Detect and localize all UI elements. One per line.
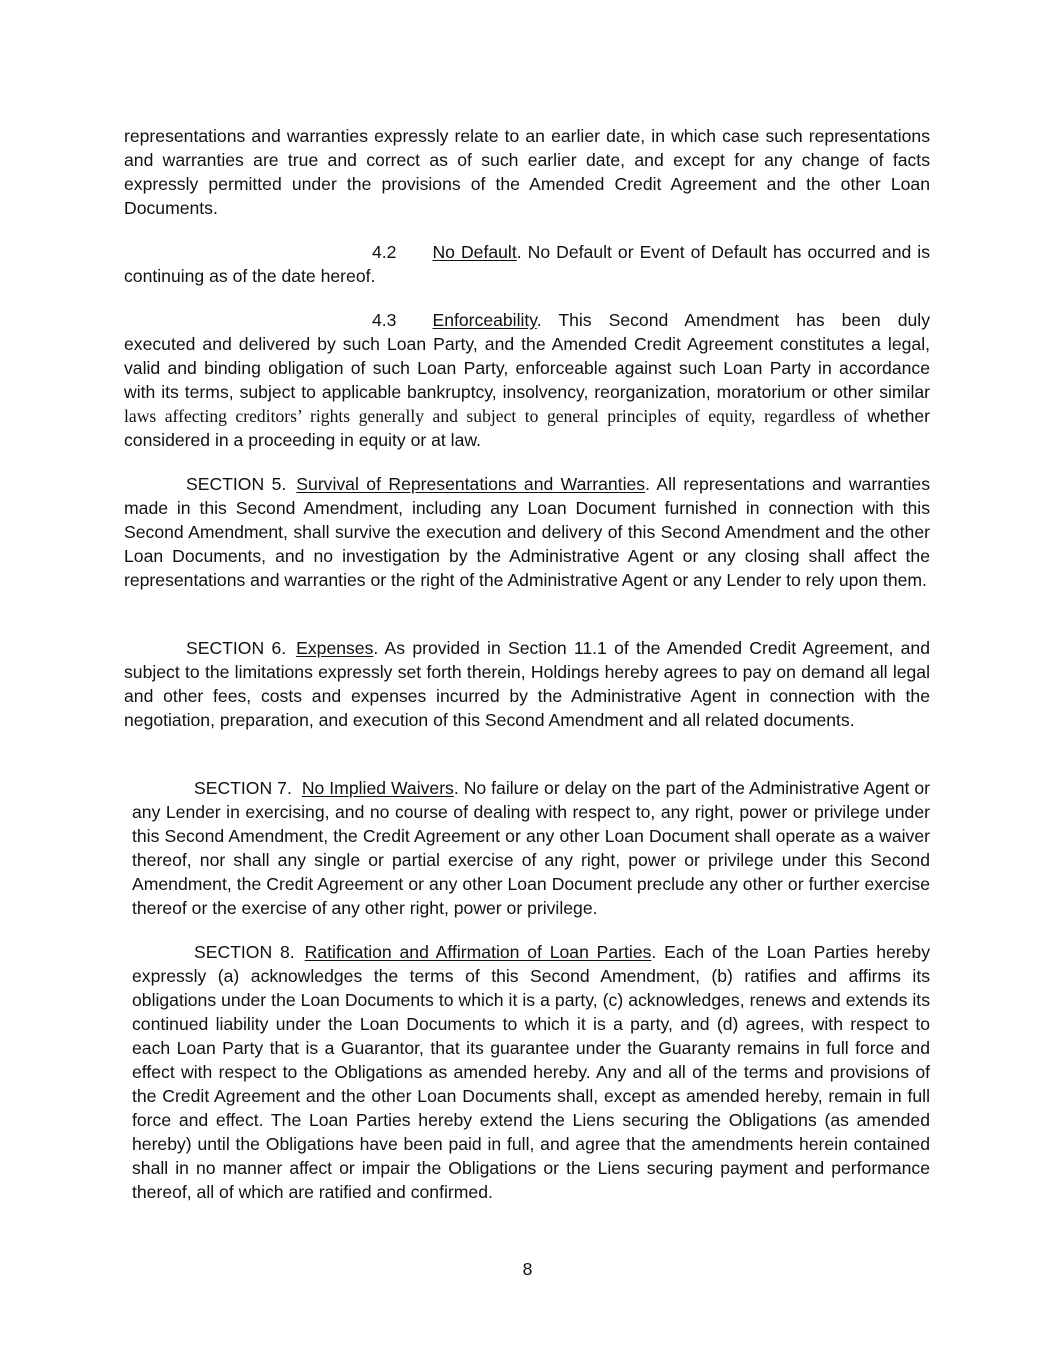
- section-4-2-body: . No Default or Event of Default has occurred and is continuing as of the date hereof.: [124, 242, 931, 286]
- section-5-heading: Survival of Representations and Warranties: [296, 474, 646, 494]
- section-4-3-body-b: laws affecting creditors’ rights generally and subject to general principles of equity, regardless of: [124, 406, 859, 426]
- section-8-body: . Each of the Loan Parties hereby expressly (a) acknowledges the terms of this Second Amendment, (b) ratifies and affirms its obligations under the Loan Documents to which it is a party, (c) acknowledges, renews and extends its continued liability under the Loan Documents to which it is a party, and (d) agrees, with respect to each Loan Party that is a Guarantor, that its guarantee under the Guaranty remains in full force and effect with respect to the Obligations as amended hereby. Any and all of the terms and provisions of the Credit Agreement and the other Loan Documents shall, except as amended hereby, remain in full force and effect. The Loan Parties hereby extend the Liens securing the Obligations (as amended hereby) until the Obligations have been paid in full, and agree that the amendments herein contained shall in no manner affect or impair the Obligations or the Liens securing payment and performance thereof, all of which are ratified and confirmed.: [132, 942, 930, 1202]
- section-6-body: . As provided in Section 11.1 of the Amended Credit Agreement, and subject to the limitations expressly set forth therein, Holdings hereby agrees to pay on demand all legal and other fees, costs and expenses incurred by the Administrative Agent in connection with the negotiation, preparation, and execution of this Second Amendment and all related documents.: [124, 638, 931, 730]
- section-7-paragraph: [132, 776, 930, 920]
- section-4-3-number: 4.3: [372, 310, 397, 330]
- section-4-2-paragraph: [124, 240, 930, 288]
- continuation-paragraph: representations and warranties expressly relate to an earlier date, in which case such representations and warranties are true and correct as of such earlier date, and except for any change of facts expressly permitted under the provisions of the Amended Credit Agreement and the other Loan Documents.: [124, 126, 930, 218]
- section-6-paragraph: [124, 636, 930, 732]
- section-4-3-body-c: whether considered in a proceeding in equity or at law.: [124, 406, 930, 450]
- section-8-heading: Ratification and Affirmation of Loan Parties: [304, 942, 652, 962]
- section-5-paragraph: [124, 472, 930, 592]
- section-6-number: SECTION 6.: [186, 638, 287, 658]
- section-5-body: . All representations and warranties made in this Second Amendment, including any Loan Document furnished in connection with this Second Amendment, shall survive the execution and delivery of this Second Amendment and the other Loan Documents, and no investigation by the Administrative Agent or any closing shall affect the representations and warranties or the right of the Administrative Agent or any Lender to rely upon them.: [124, 474, 931, 590]
- section-4-3-body-a: . This Second Amendment has been duly executed and delivered by such Loan Party, and the Amended Credit Agreement constitutes a legal, valid and binding obligation of such Loan Party, enforceable against such Loan Party in accordance with its terms, subject to applicable bankruptcy, insolvency, reorganization, moratorium or other similar: [124, 310, 930, 402]
- section-8-paragraph: [132, 940, 930, 1204]
- section-4-2-heading: No Default: [432, 242, 517, 262]
- page-number: 8: [522, 1259, 533, 1279]
- section-8-number: SECTION 8.: [194, 942, 295, 962]
- section-7-number: SECTION 7.: [194, 778, 292, 798]
- section-4-3-paragraph: [124, 308, 930, 452]
- section-6-heading: Expenses: [296, 638, 374, 658]
- section-5-number: SECTION 5.: [186, 474, 287, 494]
- section-4-2-number: 4.2: [372, 242, 397, 262]
- section-4-3-heading: Enforceability: [432, 310, 537, 330]
- section-7-body: . No failure or delay on the part of the Administrative Agent or any Lender in exercising, and no course of dealing with respect to, any right, power or privilege under this Second Amendment, the Credit Agreement or any other Loan Document shall operate as a waiver thereof, nor shall any single or partial exercise of any right, power or privilege under this Second Amendment, the Credit Agreement or any other Loan Document preclude any other or further exercise thereof or the exercise of any other right, power or privilege.: [132, 778, 931, 918]
- section-7-heading: No Implied Waivers: [301, 778, 454, 798]
